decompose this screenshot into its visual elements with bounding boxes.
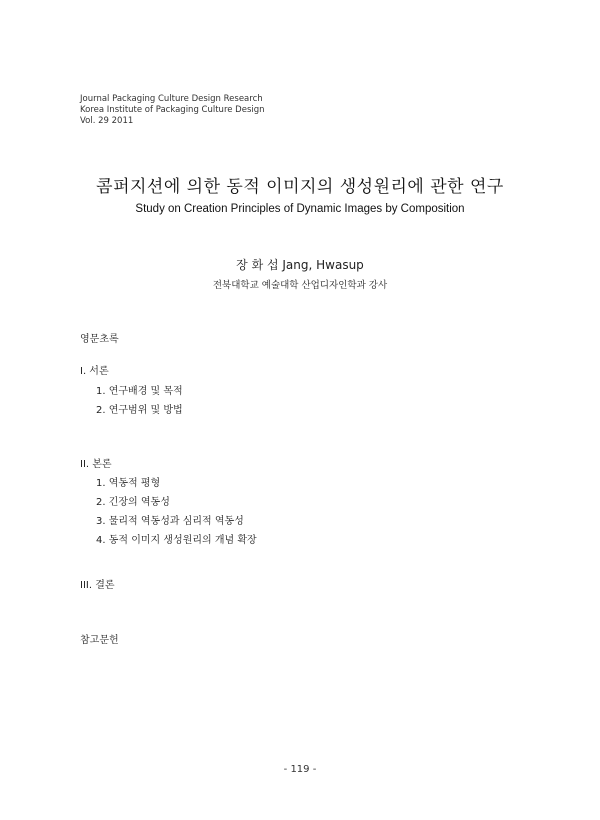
toc-section-heading: II. 본론 — [80, 459, 112, 470]
toc-item: 3. 물리적 역동성과 심리적 역동성 — [96, 516, 244, 527]
volume-info: Vol. 29 2011 — [80, 116, 134, 126]
journal-header — [80, 94, 265, 127]
journal-name: Journal Packaging Culture Design Research — [80, 94, 263, 104]
toc-item: 2. 연구범위 및 방법 — [96, 405, 183, 416]
toc-abstract: 영문초록 — [80, 334, 119, 345]
toc-item: 1. 연구배경 및 목적 — [96, 386, 183, 397]
toc-references: 참고문헌 — [80, 635, 119, 646]
society-name: Korea Institute of Packaging Culture Design — [80, 105, 265, 115]
toc-item: 1. 역동적 평형 — [96, 478, 161, 489]
toc-section-heading: III. 결론 — [80, 580, 115, 591]
author-affiliation: 전북대학교 예술대학 산업디자인학과 강사 — [212, 280, 388, 291]
paper-title-english: Study on Creation Principles of Dynamic Images by Composition — [135, 203, 465, 215]
paper-title-korean: 콤퍼지션에 의한 동적 이미지의 생성원리에 관한 연구 — [96, 177, 504, 197]
toc-item: 2. 긴장의 역동성 — [96, 497, 170, 508]
page-number: - 119 - — [283, 764, 317, 775]
toc-section-heading: Ⅰ. 서론 — [80, 366, 109, 377]
author-name: 장 화 섭 Jang, Hwasup — [236, 258, 364, 272]
toc-item: 4. 동적 이미지 생성원리의 개념 확장 — [96, 535, 257, 546]
